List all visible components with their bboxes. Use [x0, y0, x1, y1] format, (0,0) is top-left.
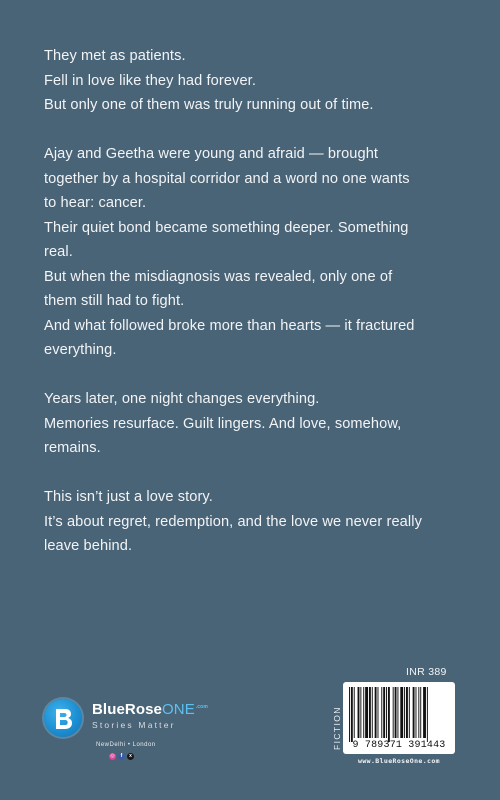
blurb-line: But only one of them was truly running out of time.	[44, 97, 374, 113]
blue-rose-logo-icon	[44, 699, 82, 737]
x-icon: x	[127, 753, 134, 760]
blurb-line: remains.	[44, 440, 101, 456]
blurb-line: But when the misdiagnosis was revealed, only one of	[44, 268, 393, 285]
blurb-line: Fell in love like they had forever.	[44, 72, 256, 89]
publisher-tagline: Stories Matter	[92, 720, 176, 730]
barcode-bars	[343, 682, 455, 742]
instagram-icon: ◎	[110, 753, 115, 759]
blurb-line: They met as patients.	[44, 48, 186, 64]
blurb-paragraph	[44, 387, 444, 461]
genre-label: FICTION	[332, 706, 342, 750]
social-icons	[109, 753, 134, 760]
blurb-line: leave behind.	[44, 538, 133, 554]
blurb-line: This isn’t just a love story.	[44, 489, 213, 505]
blurb-paragraph	[44, 142, 444, 363]
publisher-cities: NewDelhi • London	[96, 742, 156, 748]
blurb-line: everything.	[44, 342, 117, 358]
blurb-line: together by a hospital corridor and a word no one wants	[44, 170, 410, 187]
blurb-line: Memories resurface. Guilt lingers. And love, somehow,	[44, 415, 402, 432]
blurb-line: real.	[44, 244, 73, 260]
blurb-line: them still had to fight.	[44, 293, 185, 309]
isbn-barcode	[343, 682, 455, 754]
back-cover-blurb	[44, 44, 444, 583]
blurb-line: And what followed broke more than hearts — it fractured	[44, 317, 415, 334]
facebook-icon: f	[118, 753, 125, 760]
blurb-paragraph	[44, 485, 444, 559]
blurb-line: to hear: cancer.	[44, 195, 147, 211]
price-label: INR 389	[406, 666, 447, 678]
blurb-line: Their quiet bond became something deeper. Something	[44, 219, 409, 236]
publisher-block	[44, 698, 214, 778]
blurb-paragraph	[44, 44, 444, 118]
blurb-line: Years later, one night changes everything.	[44, 391, 320, 407]
publisher-name: BlueRoseONE$^{.com}$	[92, 701, 208, 718]
publisher-website: www.BlueRoseOne.com	[358, 757, 440, 765]
isbn-digits: 9 789371 391443	[352, 740, 446, 751]
blurb-line: Ajay and Geetha were young and afraid — brought	[44, 146, 379, 162]
blurb-line: It’s about regret, redemption, and the love we never really	[44, 513, 422, 530]
